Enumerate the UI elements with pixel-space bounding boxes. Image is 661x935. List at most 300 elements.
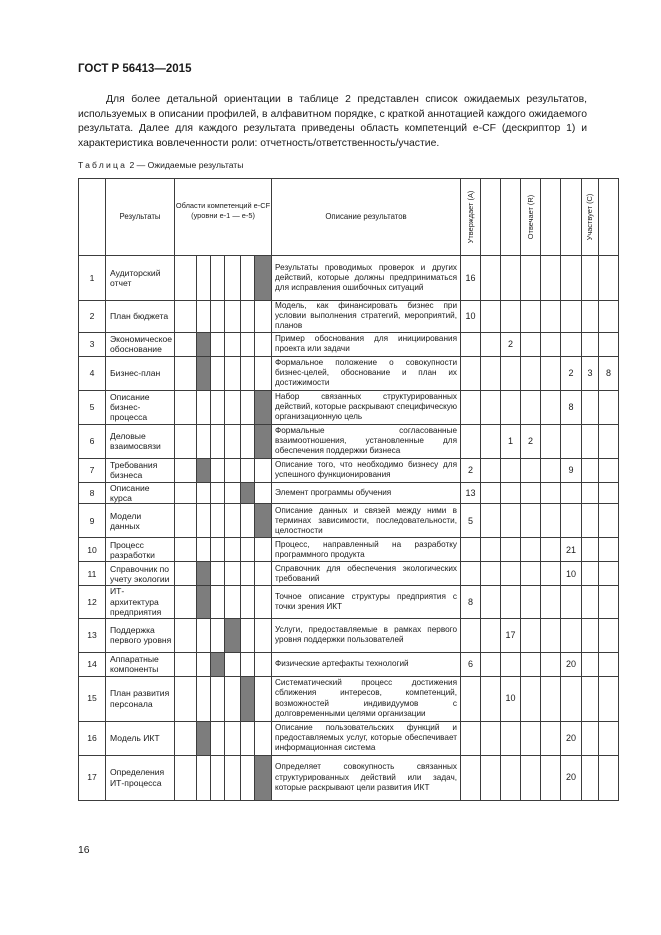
approves-value xyxy=(481,256,501,301)
approves-value xyxy=(481,504,501,538)
competence-area-cell xyxy=(225,652,241,676)
participates-value xyxy=(599,652,619,676)
competence-area-cell xyxy=(225,424,241,458)
competence-area-cell xyxy=(197,256,211,301)
header-description: Описание результатов xyxy=(272,179,461,256)
competence-area-cell xyxy=(255,562,272,586)
responsible-value xyxy=(501,458,521,482)
header-participates-label: Участвует (C) xyxy=(584,193,594,241)
competence-area-cell xyxy=(255,618,272,652)
row-number: 9 xyxy=(79,504,106,538)
competence-area-cell xyxy=(241,721,255,755)
approves-value xyxy=(461,390,481,424)
header-responsible-left xyxy=(501,179,521,256)
responsible-value xyxy=(501,504,521,538)
competence-area-cell xyxy=(225,356,241,390)
participates-value xyxy=(582,721,599,755)
approves-value xyxy=(481,721,501,755)
table-caption xyxy=(78,160,243,170)
result-name: Описание бизнес-процесса xyxy=(106,390,175,424)
responsible-value xyxy=(521,721,541,755)
row-number: 14 xyxy=(79,652,106,676)
participates-value xyxy=(582,652,599,676)
responsible-value xyxy=(501,482,521,504)
responsible-value xyxy=(521,538,541,562)
competence-area-cell xyxy=(255,755,272,800)
competence-area-cell xyxy=(175,504,197,538)
responsible-value xyxy=(541,482,561,504)
approves-value xyxy=(461,424,481,458)
competence-area-cell xyxy=(225,482,241,504)
header-participates-left xyxy=(561,179,582,256)
competence-area-cell xyxy=(255,538,272,562)
competence-area-cell xyxy=(175,721,197,755)
competence-area-cell xyxy=(255,424,272,458)
responsible-value xyxy=(501,755,521,800)
result-description: Физические артефакты технологий xyxy=(272,652,461,676)
competence-area-cell xyxy=(175,332,197,356)
approves-value: 8 xyxy=(461,586,481,618)
responsible-value xyxy=(521,390,541,424)
competence-area-cell xyxy=(197,721,211,755)
approves-value xyxy=(461,721,481,755)
competence-area-cell xyxy=(225,538,241,562)
participates-value: 20 xyxy=(561,652,582,676)
competence-area-cell xyxy=(255,256,272,301)
approves-value xyxy=(481,356,501,390)
row-number: 1 xyxy=(79,256,106,301)
responsible-value xyxy=(521,256,541,301)
participates-value: 2 xyxy=(561,356,582,390)
competence-area-cell xyxy=(255,301,272,333)
responsible-value xyxy=(521,676,541,721)
competence-area-cell xyxy=(197,652,211,676)
responsible-value xyxy=(501,652,521,676)
participates-value: 8 xyxy=(599,356,619,390)
participates-value xyxy=(582,676,599,721)
result-name: Экономическое обоснование xyxy=(106,332,175,356)
responsible-value: 17 xyxy=(501,618,521,652)
competence-area-cell xyxy=(175,562,197,586)
result-description: Описание пользовательских функций и предоставляемых услуг, которые обеспечивает информационная система xyxy=(272,721,461,755)
participates-value xyxy=(582,618,599,652)
competence-area-cell xyxy=(197,562,211,586)
competence-area-cell xyxy=(175,586,197,618)
competence-area-cell xyxy=(175,390,197,424)
competence-area-cell xyxy=(197,618,211,652)
competence-area-cell xyxy=(197,424,211,458)
competence-area-cell xyxy=(211,256,225,301)
competence-area-cell xyxy=(241,356,255,390)
table-row xyxy=(79,538,619,562)
competence-area-cell xyxy=(211,618,225,652)
competence-area-cell xyxy=(225,755,241,800)
competence-area-cell xyxy=(225,332,241,356)
table-row xyxy=(79,356,619,390)
header-participates xyxy=(582,179,599,256)
participates-value xyxy=(561,332,582,356)
responsible-value xyxy=(521,458,541,482)
results-table xyxy=(78,178,619,801)
competence-area-cell xyxy=(211,424,225,458)
participates-value xyxy=(599,676,619,721)
participates-value: 21 xyxy=(561,538,582,562)
row-number: 16 xyxy=(79,721,106,755)
competence-area-cell xyxy=(241,676,255,721)
responsible-value xyxy=(541,356,561,390)
competence-area-cell xyxy=(175,482,197,504)
approves-value xyxy=(481,332,501,356)
intro-paragraph: Для более детальной ориентации в таблице 2 представлен список ожидаемых результатов, используемых в описании профилей, в алфавитном порядке, с краткой аннотацией каждого ожидаемого результата. Далее для каждого результата приведены область компетенций e-CF (дескриптор 1) и характеристика вовлеченности роли: отчетность/ответственность/участие. xyxy=(78,94,587,149)
responsible-value xyxy=(541,538,561,562)
competence-area-cell xyxy=(241,256,255,301)
approves-value: 13 xyxy=(461,482,481,504)
competence-area-cell xyxy=(211,586,225,618)
responsible-value xyxy=(541,618,561,652)
approves-value xyxy=(481,458,501,482)
approves-value xyxy=(481,586,501,618)
competence-area-cell xyxy=(211,301,225,333)
participates-value xyxy=(582,332,599,356)
competence-area-cell xyxy=(211,721,225,755)
participates-value: 9 xyxy=(561,458,582,482)
competence-area-cell xyxy=(241,301,255,333)
approves-value xyxy=(481,755,501,800)
approves-value xyxy=(481,618,501,652)
row-number: 12 xyxy=(79,586,106,618)
responsible-value xyxy=(521,332,541,356)
result-description: Процесс, направленный на разработку программного продукта xyxy=(272,538,461,562)
competence-area-cell xyxy=(211,538,225,562)
participates-value xyxy=(561,618,582,652)
competence-area-cell xyxy=(225,504,241,538)
responsible-value xyxy=(501,256,521,301)
participates-value xyxy=(561,424,582,458)
responsible-value: 10 xyxy=(501,676,521,721)
competence-area-cell xyxy=(211,458,225,482)
participates-value xyxy=(599,618,619,652)
participates-value xyxy=(599,755,619,800)
table-caption-rest: 2 — Ожидаемые результаты xyxy=(129,160,244,170)
competence-area-cell xyxy=(225,390,241,424)
participates-value xyxy=(599,586,619,618)
participates-value xyxy=(582,424,599,458)
competence-area-cell xyxy=(211,652,225,676)
result-name: Определения ИТ-процесса xyxy=(106,755,175,800)
result-description: Систематический процесс достижения сближения интересов, компетенций, возможностей индивидуумов с долговременными целями организации xyxy=(272,676,461,721)
competence-area-cell xyxy=(211,755,225,800)
responsible-value xyxy=(521,562,541,586)
result-description: Формальное положение о совокупности бизнес-целей, обоснование и план их достижимости xyxy=(272,356,461,390)
header-approves-extra xyxy=(481,179,501,256)
participates-value: 20 xyxy=(561,721,582,755)
competence-area-cell xyxy=(241,618,255,652)
result-description: Элемент программы обучения xyxy=(272,482,461,504)
competence-area-cell xyxy=(241,755,255,800)
competence-area-cell xyxy=(197,676,211,721)
responsible-value xyxy=(501,301,521,333)
competence-area-cell xyxy=(225,256,241,301)
table-row xyxy=(79,652,619,676)
participates-value xyxy=(599,458,619,482)
header-participates-right xyxy=(599,179,619,256)
competence-area-cell xyxy=(241,504,255,538)
responsible-value xyxy=(501,356,521,390)
competence-area-cell xyxy=(225,301,241,333)
participates-value: 8 xyxy=(561,390,582,424)
competence-area-cell xyxy=(211,562,225,586)
approves-value: 2 xyxy=(461,458,481,482)
result-description: Набор связанных структурированных действий, которые раскрывают специфическую организационную цель xyxy=(272,390,461,424)
row-number: 4 xyxy=(79,356,106,390)
table-row xyxy=(79,482,619,504)
header-responsible-label: Отвечает (R) xyxy=(525,194,535,240)
approves-value xyxy=(461,755,481,800)
result-description: Точное описание структуры предприятия с точки зрения ИКТ xyxy=(272,586,461,618)
table-row xyxy=(79,332,619,356)
responsible-value xyxy=(541,332,561,356)
approves-value: 5 xyxy=(461,504,481,538)
competence-area-cell xyxy=(175,755,197,800)
participates-value xyxy=(599,301,619,333)
approves-value xyxy=(461,538,481,562)
participates-value xyxy=(599,390,619,424)
responsible-value xyxy=(521,652,541,676)
result-description: Пример обоснования для инициирования проекта или задачи xyxy=(272,332,461,356)
table-row xyxy=(79,721,619,755)
competence-area-cell xyxy=(255,356,272,390)
responsible-value xyxy=(541,721,561,755)
participates-value xyxy=(582,586,599,618)
competence-area-cell xyxy=(211,332,225,356)
table-row xyxy=(79,256,619,301)
competence-area-cell xyxy=(197,332,211,356)
competence-area-cell xyxy=(255,332,272,356)
row-number: 13 xyxy=(79,618,106,652)
competence-area-cell xyxy=(255,721,272,755)
row-number: 17 xyxy=(79,755,106,800)
approves-value xyxy=(481,301,501,333)
row-number: 3 xyxy=(79,332,106,356)
approves-value xyxy=(461,332,481,356)
responsible-value xyxy=(541,586,561,618)
result-name: Процесс разработки xyxy=(106,538,175,562)
header-approves-label: Утверждает (A) xyxy=(465,190,475,244)
result-name: План бюджета xyxy=(106,301,175,333)
participates-value xyxy=(561,301,582,333)
responsible-value xyxy=(541,504,561,538)
approves-value xyxy=(481,538,501,562)
participates-value xyxy=(582,256,599,301)
responsible-value xyxy=(521,618,541,652)
competence-area-cell xyxy=(225,676,241,721)
competence-area-cell xyxy=(255,586,272,618)
result-name: Требования бизнеса xyxy=(106,458,175,482)
approves-value xyxy=(461,676,481,721)
competence-area-cell xyxy=(241,458,255,482)
competence-area-cell xyxy=(255,458,272,482)
result-name: Поддержка первого уровня xyxy=(106,618,175,652)
competence-area-cell xyxy=(211,356,225,390)
result-name: Аудиторский отчет xyxy=(106,256,175,301)
approves-value xyxy=(481,424,501,458)
result-description: Результаты проводимых проверок и других действий, которые должны предприниматься для исправления ошибочных ситуаций xyxy=(272,256,461,301)
competence-area-cell xyxy=(211,504,225,538)
competence-area-cell xyxy=(175,424,197,458)
competence-area-cell xyxy=(255,390,272,424)
responsible-value xyxy=(501,721,521,755)
result-description: Описание того, что необходимо бизнесу для успешного функционирования xyxy=(272,458,461,482)
result-name: Описание курса xyxy=(106,482,175,504)
competence-area-cell xyxy=(241,562,255,586)
competence-area-cell xyxy=(175,652,197,676)
header-responsible xyxy=(521,179,541,256)
competence-area-cell xyxy=(241,424,255,458)
responsible-value xyxy=(521,504,541,538)
responsible-value xyxy=(541,256,561,301)
table-row xyxy=(79,676,619,721)
table-row xyxy=(79,586,619,618)
competence-area-cell xyxy=(197,390,211,424)
row-number: 6 xyxy=(79,424,106,458)
responsible-value xyxy=(501,562,521,586)
responsible-value xyxy=(521,301,541,333)
responsible-value xyxy=(541,652,561,676)
competence-area-cell xyxy=(197,482,211,504)
competence-area-cell xyxy=(255,482,272,504)
competence-area-cell xyxy=(241,538,255,562)
competence-area-cell xyxy=(175,458,197,482)
participates-value xyxy=(582,390,599,424)
participates-value xyxy=(599,538,619,562)
participates-value xyxy=(599,424,619,458)
competence-area-cell xyxy=(197,356,211,390)
competence-area-cell xyxy=(175,676,197,721)
table-row xyxy=(79,390,619,424)
header-approves xyxy=(461,179,481,256)
participates-value xyxy=(561,676,582,721)
responsible-value xyxy=(521,356,541,390)
row-number: 10 xyxy=(79,538,106,562)
approves-value: 10 xyxy=(461,301,481,333)
row-number: 8 xyxy=(79,482,106,504)
responsible-value xyxy=(541,458,561,482)
participates-value: 10 xyxy=(561,562,582,586)
competence-area-cell xyxy=(175,538,197,562)
competence-area-cell xyxy=(255,504,272,538)
result-description: Справочник для обеспечения экологических требований xyxy=(272,562,461,586)
responsible-value xyxy=(501,586,521,618)
approves-value xyxy=(461,356,481,390)
result-description: Услуги, предоставляемые в рамках первого уровня поддержки пользователей xyxy=(272,618,461,652)
competence-area-cell xyxy=(255,652,272,676)
responsible-value xyxy=(521,755,541,800)
table-row xyxy=(79,424,619,458)
participates-value xyxy=(599,482,619,504)
approves-value xyxy=(481,652,501,676)
responsible-value xyxy=(541,562,561,586)
participates-value xyxy=(599,721,619,755)
participates-value xyxy=(599,256,619,301)
participates-value xyxy=(582,562,599,586)
competence-area-cell xyxy=(175,356,197,390)
participates-value xyxy=(561,256,582,301)
result-name: План развития персонала xyxy=(106,676,175,721)
responsible-value xyxy=(501,538,521,562)
competence-area-cell xyxy=(197,504,211,538)
result-description: Определяет совокупность связанных структурированных действий или задач, которые раскрывают цели развития ИКТ xyxy=(272,755,461,800)
competence-area-cell xyxy=(225,458,241,482)
competence-area-cell xyxy=(197,458,211,482)
responsible-value xyxy=(541,676,561,721)
table-row xyxy=(79,618,619,652)
approves-value xyxy=(481,562,501,586)
competence-area-cell xyxy=(225,721,241,755)
document-header: ГОСТ Р 56413—2015 xyxy=(78,63,192,75)
participates-value xyxy=(582,458,599,482)
competence-area-cell xyxy=(241,482,255,504)
competence-area-cell xyxy=(175,301,197,333)
table-row xyxy=(79,458,619,482)
result-name: ИТ-архитектура предприятия xyxy=(106,586,175,618)
header-competence-areas: Области компетенций e-CF (уровни e-1 — e-5) xyxy=(175,179,272,256)
result-name: Бизнес-план xyxy=(106,356,175,390)
competence-area-cell xyxy=(211,676,225,721)
approves-value: 6 xyxy=(461,652,481,676)
approves-value xyxy=(481,390,501,424)
responsible-value: 2 xyxy=(501,332,521,356)
approves-value xyxy=(461,562,481,586)
competence-area-cell xyxy=(197,301,211,333)
responsible-value xyxy=(521,586,541,618)
competence-area-cell xyxy=(241,652,255,676)
competence-area-cell xyxy=(197,538,211,562)
table-caption-prefix: Таблица xyxy=(78,160,128,170)
result-description: Модель, как финансировать бизнес при условии выполнения стратегий, мероприятий, планов xyxy=(272,301,461,333)
competence-area-cell xyxy=(241,390,255,424)
responsible-value xyxy=(501,390,521,424)
competence-area-cell xyxy=(175,618,197,652)
competence-area-cell xyxy=(175,256,197,301)
result-description: Формальные согласованные взаимоотношения, установленные для обеспечения поддержки бизнеса xyxy=(272,424,461,458)
competence-area-cell xyxy=(197,586,211,618)
competence-area-cell xyxy=(225,562,241,586)
responsible-value xyxy=(541,301,561,333)
responsible-value: 2 xyxy=(521,424,541,458)
row-number: 11 xyxy=(79,562,106,586)
responsible-value xyxy=(521,482,541,504)
competence-area-cell xyxy=(197,755,211,800)
participates-value: 3 xyxy=(582,356,599,390)
participates-value xyxy=(582,301,599,333)
row-number: 15 xyxy=(79,676,106,721)
competence-area-cell xyxy=(225,618,241,652)
approves-value: 16 xyxy=(461,256,481,301)
participates-value xyxy=(599,332,619,356)
participates-value xyxy=(582,755,599,800)
participates-value xyxy=(582,538,599,562)
participates-value xyxy=(599,504,619,538)
competence-area-cell xyxy=(211,390,225,424)
approves-value xyxy=(481,676,501,721)
header-results: Результаты xyxy=(106,179,175,256)
competence-area-cell xyxy=(241,332,255,356)
competence-area-cell xyxy=(241,586,255,618)
table-row xyxy=(79,755,619,800)
header-number-cell xyxy=(79,179,106,256)
participates-value xyxy=(561,482,582,504)
result-name: Модели данных xyxy=(106,504,175,538)
